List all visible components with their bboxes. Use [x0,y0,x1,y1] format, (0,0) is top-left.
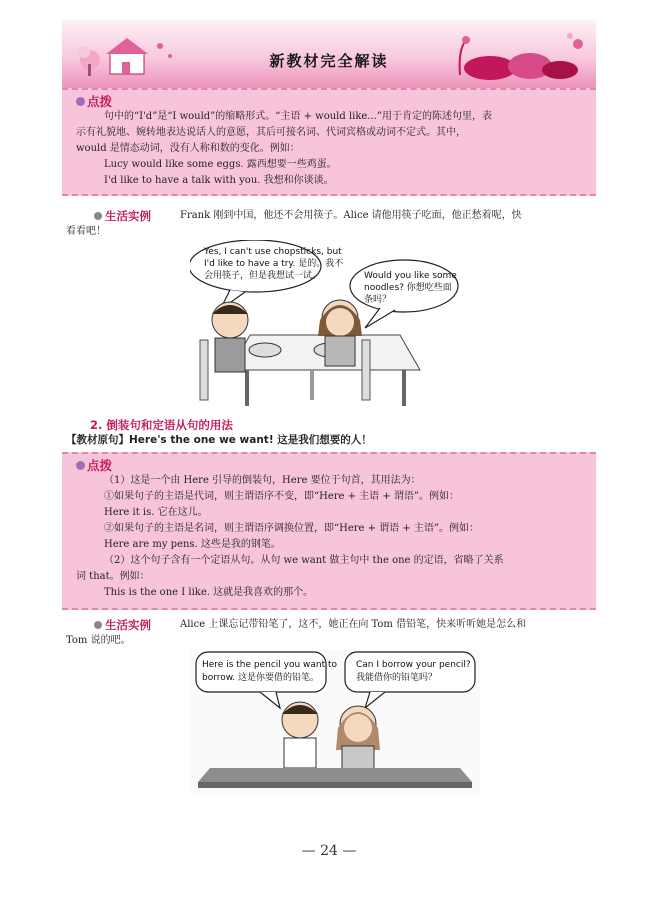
bubble-left-1-line-3: 会用筷子，但是我想试一试。 [204,271,322,281]
example2-line-2: Tom 说的吧。 [66,635,131,646]
book-title: 新教材完全解读 [269,52,389,70]
bubble-right-1-line-3: 条吗？ [364,295,392,305]
source-label: 【教材原句】 [66,434,129,446]
tip1-line-5: I'd like to have a talk with you. 我想和你谈谈。 [104,175,334,186]
tip1-line-3: would 是情态动词，没有人称和数的变化。例如： [76,143,300,154]
bullet-icon [94,621,102,629]
bubble-left-2-line-2: borrow. 这是你要借的铅笔。 [202,673,320,683]
example1-line-2: 看看吧！ [66,226,106,237]
bubble-right-1-line-1: Would you like some [364,271,457,281]
tip2-line-5: Here are my pens. 这些是我的钢笔。 [104,539,281,550]
tip2-line-6: （2）这个句子含有一个定语从句。从句 we want 做主句中 the one 的定语，省略了关系 [104,555,504,566]
source-sentence: Here's the one we want! 这是我们想要的人！ [129,434,372,446]
source-sentence-line [66,433,372,448]
tip2-line-4: ②如果句子的主语是名词，则主谓语序调换位置，即“Here + 谓语 + 主语”。例如： [104,523,480,534]
tip-heading-1: 点拨 [76,92,112,110]
example1-line-1: Frank 刚到中国，他还不会用筷子。Alice 请他用筷子吃面，他正愁着呢，快 [180,210,522,221]
bubble-left-2-line-1: Here is the pencil you want to [202,660,338,670]
bubble-right-2-line-1: Can I borrow your pencil? [356,660,471,670]
bubble-right-1-line-2: noodles? 你想吃些面 [364,283,452,293]
tip2-line-3: Here it is. 它在这儿。 [104,507,208,518]
tip2-line-7: 词 that。例如： [76,571,150,582]
bubble-right-2-line-2: 我能借你的铅笔吗？ [356,673,438,683]
tip2-line-8: This is the one I like. 这就是我喜欢的那个。 [104,587,314,598]
bullet-icon [76,461,85,470]
bubble-left-1-line-2: I'd like to have a try. 是的。我不 [204,259,344,269]
example-heading-1: 生活实例 [94,208,151,224]
example2-line-1: Alice 上课忘记带铅笔了，这不，她正在向 Tom 借铅笔，快来听听她是怎么和 [180,619,527,630]
bullet-icon [76,97,85,106]
bubble-left-1-line-1: Yes, I can't use chopsticks, but [204,247,342,257]
tip-heading-2: 点拨 [76,456,112,474]
tip1-line-1: 句中的“I'd”是“I would”的缩略形式。“主语 + would like...”用于肯定的陈述句里，表 [104,111,492,122]
tip1-line-4: Lucy would like some eggs. 露西想要一些鸡蛋。 [104,159,337,170]
example-heading-2: 生活实例 [94,617,151,633]
tip2-line-2: ①如果句子的主语是代词，则主谓语序不变，即“Here + 主语 + 谓语”。例如： [104,491,460,502]
bullet-icon [94,212,102,220]
tip1-line-2: 示有礼貌地、婉转地表达说话人的意愿，其后可接名词、代词宾格或动词不定式。其中， [76,127,466,138]
page-number: — 24 — [301,843,357,859]
section-title-2: 2. 倒装句和定语从句的用法 [90,418,233,432]
tip2-line-1: （1）这是一个由 Here 引导的倒装句，Here 要位于句首，其用法为： [104,475,421,486]
